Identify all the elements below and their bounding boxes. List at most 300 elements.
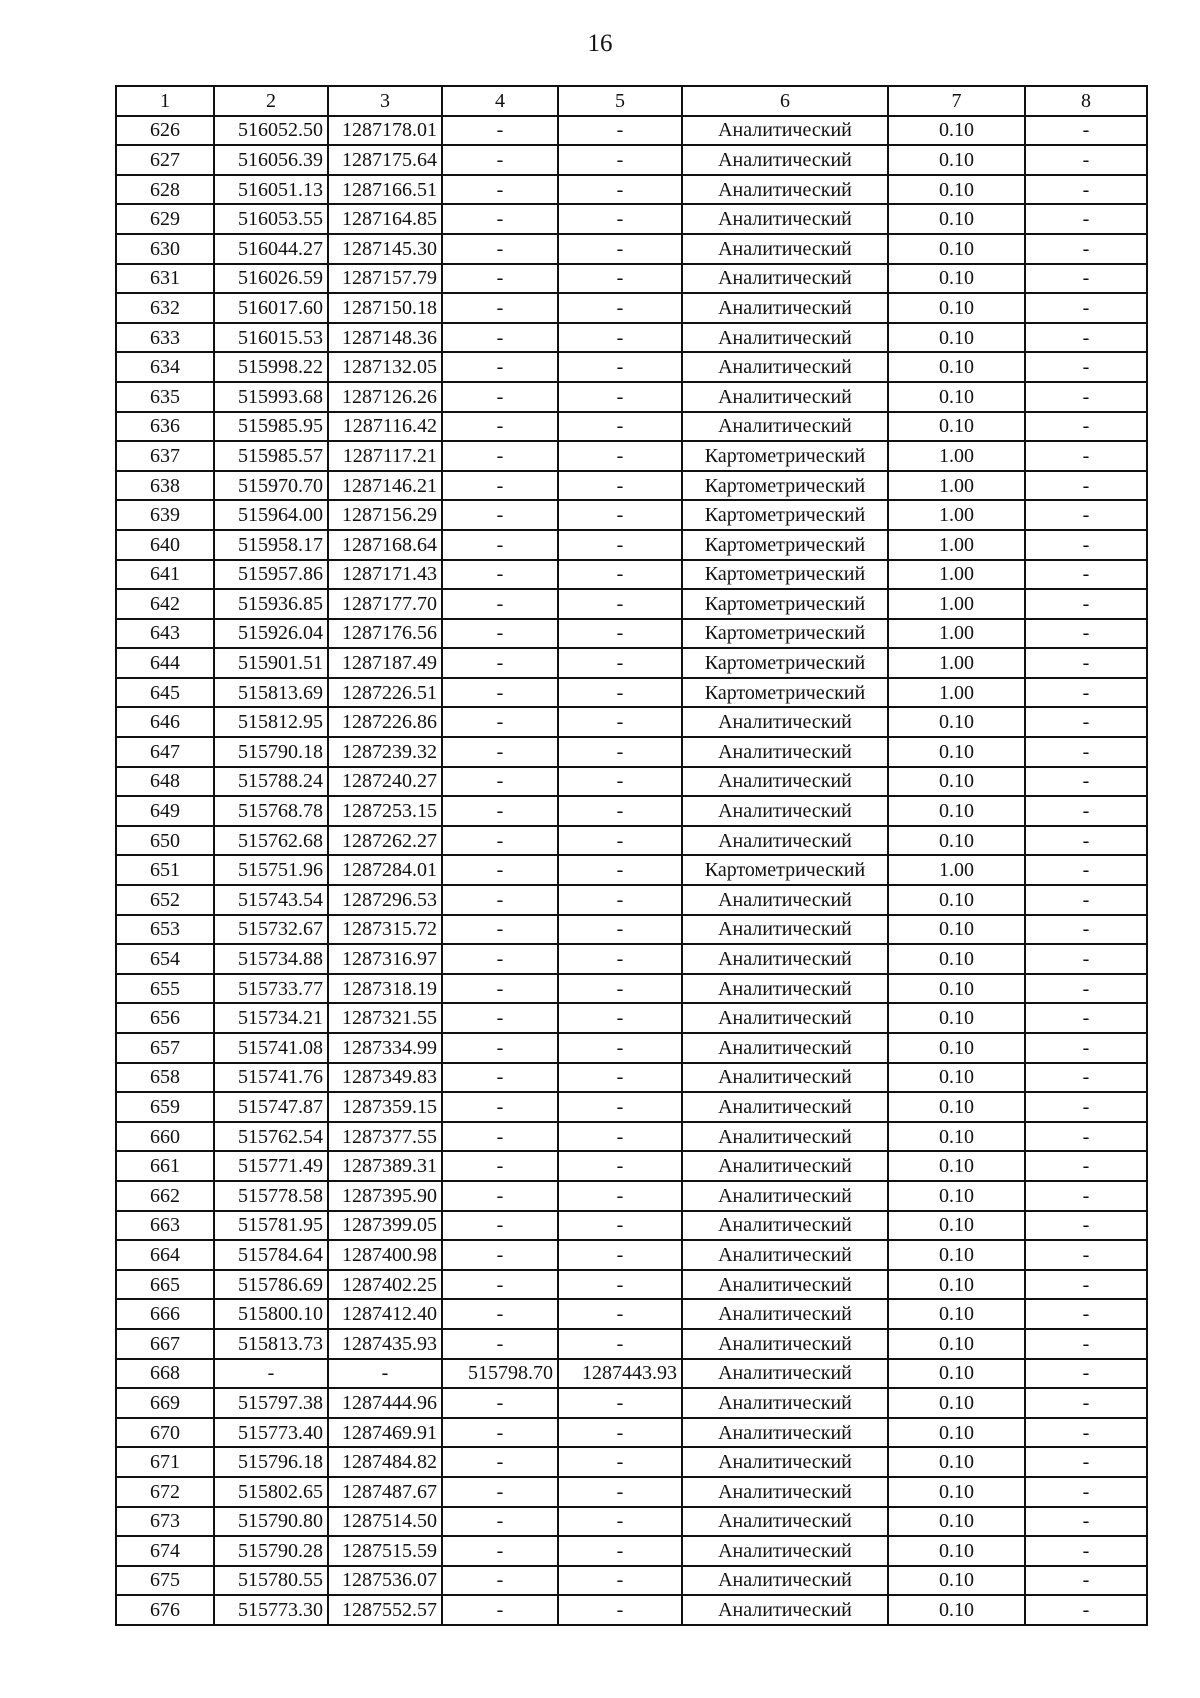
table-cell-col-7: 0.10: [888, 1151, 1025, 1181]
table-cell-col-5: -: [558, 500, 682, 530]
table-cell-col-3: 1287164.85: [328, 204, 442, 234]
table-cell-col-1: 633: [116, 323, 214, 353]
table-cell-col-4: -: [442, 1536, 558, 1566]
table-cell-col-8: -: [1025, 471, 1147, 501]
table-cell-col-4: -: [442, 382, 558, 412]
table-cell-col-8: -: [1025, 1033, 1147, 1063]
table-cell-col-4: -: [442, 1151, 558, 1181]
table-cell-col-8: -: [1025, 1092, 1147, 1122]
table-cell-col-4: -: [442, 560, 558, 590]
table-cell-col-4: -: [442, 145, 558, 175]
table-cell-col-6: Аналитический: [682, 1063, 888, 1093]
table-cell-col-4: -: [442, 293, 558, 323]
table-cell-col-6: Аналитический: [682, 1299, 888, 1329]
table-cell-col-1: 676: [116, 1595, 214, 1625]
table-cell-col-2: 516015.53: [214, 323, 328, 353]
table-cell-col-2: 515813.73: [214, 1329, 328, 1359]
table-cell-col-5: -: [558, 1388, 682, 1418]
table-cell-col-8: -: [1025, 1003, 1147, 1033]
table-cell-col-5: -: [558, 145, 682, 175]
table-cell-col-7: 0.10: [888, 885, 1025, 915]
table-row: [116, 915, 1147, 945]
table-cell-col-4: -: [442, 1122, 558, 1152]
table-cell-col-7: 0.10: [888, 1181, 1025, 1211]
table-cell-col-7: 0.10: [888, 352, 1025, 382]
table-cell-col-2: 515733.77: [214, 974, 328, 1004]
table-cell-col-7: 0.10: [888, 1122, 1025, 1152]
table-cell-col-3: 1287253.15: [328, 796, 442, 826]
table-cell-col-6: Аналитический: [682, 1211, 888, 1241]
table-cell-col-8: -: [1025, 1122, 1147, 1152]
table-cell-col-4: -: [442, 530, 558, 560]
table-cell-col-2: 515741.08: [214, 1033, 328, 1063]
table-cell-col-2: 516052.50: [214, 116, 328, 146]
table-cell-col-1: 674: [116, 1536, 214, 1566]
table-cell-col-1: 644: [116, 648, 214, 678]
table-cell-col-4: -: [442, 175, 558, 205]
table-cell-col-4: -: [442, 974, 558, 1004]
table-cell-col-3: 1287395.90: [328, 1181, 442, 1211]
table-cell-col-6: Аналитический: [682, 796, 888, 826]
table-cell-col-1: 639: [116, 500, 214, 530]
table-row: [116, 944, 1147, 974]
table-cell-col-8: -: [1025, 441, 1147, 471]
table-cell-col-6: Аналитический: [682, 737, 888, 767]
table-cell-col-1: 643: [116, 619, 214, 649]
table-cell-col-2: 515747.87: [214, 1092, 328, 1122]
table-cell-col-3: 1287145.30: [328, 234, 442, 264]
table-cell-col-3: 1287148.36: [328, 323, 442, 353]
table-row: [116, 648, 1147, 678]
table-cell-col-3: 1287515.59: [328, 1536, 442, 1566]
table-cell-col-7: 1.00: [888, 560, 1025, 590]
table-cell-col-4: -: [442, 500, 558, 530]
table-row: [116, 352, 1147, 382]
table-cell-col-7: 0.10: [888, 264, 1025, 294]
table-cell-col-3: 1287487.67: [328, 1477, 442, 1507]
table-cell-col-7: 0.10: [888, 1003, 1025, 1033]
table-row: [116, 707, 1147, 737]
table-cell-col-6: Аналитический: [682, 382, 888, 412]
table-cell-col-6: Аналитический: [682, 175, 888, 205]
table-cell-col-8: -: [1025, 500, 1147, 530]
table-cell-col-4: -: [442, 441, 558, 471]
table-cell-col-1: 634: [116, 352, 214, 382]
table-cell-col-8: -: [1025, 293, 1147, 323]
table-cell-col-7: 0.10: [888, 944, 1025, 974]
table-cell-col-5: -: [558, 767, 682, 797]
table-cell-col-5: -: [558, 1507, 682, 1537]
table-cell-col-5: -: [558, 471, 682, 501]
table-row: [116, 826, 1147, 856]
table-cell-col-7: 1.00: [888, 855, 1025, 885]
table-row: [116, 1211, 1147, 1241]
table-cell-col-1: 636: [116, 412, 214, 442]
table-cell-col-1: 661: [116, 1151, 214, 1181]
table-cell-col-6: Аналитический: [682, 264, 888, 294]
table-cell-col-4: -: [442, 1447, 558, 1477]
table-cell-col-5: -: [558, 1477, 682, 1507]
table-cell-col-1: 659: [116, 1092, 214, 1122]
table-cell-col-8: -: [1025, 1181, 1147, 1211]
table-cell-col-2: 515773.40: [214, 1418, 328, 1448]
table-cell-col-6: Аналитический: [682, 412, 888, 442]
table-cell-col-4: -: [442, 1329, 558, 1359]
table-cell-col-7: 0.10: [888, 1240, 1025, 1270]
table-cell-col-7: 0.10: [888, 145, 1025, 175]
table-cell-col-6: Аналитический: [682, 323, 888, 353]
table-cell-col-3: 1287226.51: [328, 678, 442, 708]
table-cell-col-4: -: [442, 471, 558, 501]
table-row: [116, 264, 1147, 294]
table-cell-col-8: -: [1025, 915, 1147, 945]
table-cell-col-2: 515998.22: [214, 352, 328, 382]
table-cell-col-7: 0.10: [888, 707, 1025, 737]
table-cell-col-2: 515734.21: [214, 1003, 328, 1033]
column-header-7: 7: [888, 86, 1025, 116]
table-cell-col-8: -: [1025, 560, 1147, 590]
table-cell-col-3: 1287240.27: [328, 767, 442, 797]
table-cell-col-4: -: [442, 1477, 558, 1507]
table-cell-col-8: -: [1025, 145, 1147, 175]
table-cell-col-8: -: [1025, 234, 1147, 264]
table-row: [116, 530, 1147, 560]
table-cell-col-2: 515901.51: [214, 648, 328, 678]
table-cell-col-1: 660: [116, 1122, 214, 1152]
table-cell-col-1: 640: [116, 530, 214, 560]
table-cell-col-1: 641: [116, 560, 214, 590]
table-cell-col-2: 515958.17: [214, 530, 328, 560]
table-cell-col-1: 663: [116, 1211, 214, 1241]
table-cell-col-1: 632: [116, 293, 214, 323]
table-row: [116, 116, 1147, 146]
table-cell-col-8: -: [1025, 826, 1147, 856]
table-cell-col-1: 628: [116, 175, 214, 205]
table-row: [116, 412, 1147, 442]
table-cell-col-1: 664: [116, 1240, 214, 1270]
table-cell-col-6: Аналитический: [682, 116, 888, 146]
table-cell-col-2: 515936.85: [214, 589, 328, 619]
table-cell-col-2: 516044.27: [214, 234, 328, 264]
table-row: [116, 1181, 1147, 1211]
table-row: [116, 767, 1147, 797]
table-cell-col-5: -: [558, 352, 682, 382]
table-cell-col-7: 0.10: [888, 1270, 1025, 1300]
table-row: [116, 678, 1147, 708]
table-cell-col-4: -: [442, 1033, 558, 1063]
table-cell-col-7: 0.10: [888, 1299, 1025, 1329]
table-cell-col-2: 515790.28: [214, 1536, 328, 1566]
table-cell-col-3: 1287284.01: [328, 855, 442, 885]
table-cell-col-5: -: [558, 293, 682, 323]
table-cell-col-1: 665: [116, 1270, 214, 1300]
table-cell-col-5: -: [558, 796, 682, 826]
table-cell-col-2: 515778.58: [214, 1181, 328, 1211]
table-cell-col-5: -: [558, 1566, 682, 1596]
table-cell-col-8: -: [1025, 678, 1147, 708]
table-cell-col-5: -: [558, 619, 682, 649]
table-cell-col-3: 1287412.40: [328, 1299, 442, 1329]
column-header-6: 6: [682, 86, 888, 116]
table-cell-col-2: 515964.00: [214, 500, 328, 530]
table-cell-col-1: 629: [116, 204, 214, 234]
table-cell-col-3: 1287132.05: [328, 352, 442, 382]
column-header-3: 3: [328, 86, 442, 116]
table-cell-col-3: 1287377.55: [328, 1122, 442, 1152]
table-cell-col-6: Аналитический: [682, 1388, 888, 1418]
table-cell-col-8: -: [1025, 707, 1147, 737]
table-cell-col-2: -: [214, 1359, 328, 1389]
table-row: [116, 1566, 1147, 1596]
table-row: [116, 1270, 1147, 1300]
table-cell-col-6: Картометрический: [682, 560, 888, 590]
table-cell-col-1: 662: [116, 1181, 214, 1211]
table-cell-col-4: -: [442, 855, 558, 885]
table-cell-col-4: -: [442, 204, 558, 234]
table-cell-col-7: 0.10: [888, 1595, 1025, 1625]
table-cell-col-6: Аналитический: [682, 1507, 888, 1537]
table-cell-col-3: 1287334.99: [328, 1033, 442, 1063]
table-cell-col-4: -: [442, 707, 558, 737]
table-cell-col-2: 515741.76: [214, 1063, 328, 1093]
table-cell-col-4: -: [442, 915, 558, 945]
table-cell-col-8: -: [1025, 204, 1147, 234]
table-cell-col-5: -: [558, 116, 682, 146]
table-cell-col-3: 1287321.55: [328, 1003, 442, 1033]
table-cell-col-5: -: [558, 1329, 682, 1359]
table-cell-col-7: 0.10: [888, 412, 1025, 442]
table-cell-col-8: -: [1025, 885, 1147, 915]
table-cell-col-4: -: [442, 1211, 558, 1241]
table-row: [116, 175, 1147, 205]
table-row: [116, 1595, 1147, 1625]
table-row: [116, 1151, 1147, 1181]
table-row: [116, 234, 1147, 264]
table-cell-col-8: -: [1025, 944, 1147, 974]
table-cell-col-6: Аналитический: [682, 1536, 888, 1566]
table-cell-col-7: 1.00: [888, 619, 1025, 649]
table-cell-col-4: -: [442, 1418, 558, 1448]
table-row: [116, 560, 1147, 590]
table-cell-col-3: 1287146.21: [328, 471, 442, 501]
table-cell-col-4: -: [442, 1566, 558, 1596]
table-cell-col-8: -: [1025, 1299, 1147, 1329]
table-cell-col-4: -: [442, 1299, 558, 1329]
table-cell-col-5: -: [558, 1240, 682, 1270]
table-cell-col-7: 0.10: [888, 204, 1025, 234]
table-cell-col-8: -: [1025, 116, 1147, 146]
table-cell-col-2: 515985.57: [214, 441, 328, 471]
table-cell-col-7: 0.10: [888, 1329, 1025, 1359]
table-row: [116, 471, 1147, 501]
table-cell-col-3: 1287116.42: [328, 412, 442, 442]
table-cell-col-4: -: [442, 352, 558, 382]
table-cell-col-6: Аналитический: [682, 1033, 888, 1063]
table-cell-col-7: 0.10: [888, 1211, 1025, 1241]
table-cell-col-6: Аналитический: [682, 1270, 888, 1300]
table-cell-col-3: 1287469.91: [328, 1418, 442, 1448]
table-cell-col-3: 1287156.29: [328, 500, 442, 530]
table-row: [116, 1359, 1147, 1389]
table-cell-col-5: -: [558, 1299, 682, 1329]
table-cell-col-6: Аналитический: [682, 1181, 888, 1211]
table-cell-col-4: -: [442, 796, 558, 826]
table-cell-col-7: 0.10: [888, 1359, 1025, 1389]
table-cell-col-5: -: [558, 1270, 682, 1300]
table-row: [116, 500, 1147, 530]
table-cell-col-4: -: [442, 589, 558, 619]
table-row: [116, 1240, 1147, 1270]
table-cell-col-1: 630: [116, 234, 214, 264]
table-cell-col-7: 1.00: [888, 441, 1025, 471]
table-cell-col-4: -: [442, 234, 558, 264]
table-cell-col-8: -: [1025, 619, 1147, 649]
table-cell-col-2: 515993.68: [214, 382, 328, 412]
table-cell-col-1: 627: [116, 145, 214, 175]
table-row: [116, 974, 1147, 1004]
table-cell-col-3: 1287117.21: [328, 441, 442, 471]
table-row: [116, 1447, 1147, 1477]
table-cell-col-5: -: [558, 648, 682, 678]
table-cell-col-8: -: [1025, 1359, 1147, 1389]
table-cell-col-4: -: [442, 412, 558, 442]
table-cell-col-2: 515781.95: [214, 1211, 328, 1241]
table-cell-col-7: 0.10: [888, 796, 1025, 826]
table-cell-col-4: 515798.70: [442, 1359, 558, 1389]
table-row: [116, 1063, 1147, 1093]
table-cell-col-7: 0.10: [888, 1566, 1025, 1596]
table-cell-col-1: 647: [116, 737, 214, 767]
table-row: [116, 323, 1147, 353]
column-header-1: 1: [116, 86, 214, 116]
table-cell-col-6: Аналитический: [682, 1329, 888, 1359]
table-cell-col-3: 1287226.86: [328, 707, 442, 737]
coordinates-table: [115, 85, 1148, 1626]
table-cell-col-6: Аналитический: [682, 352, 888, 382]
table-cell-col-7: 1.00: [888, 500, 1025, 530]
table-cell-col-4: -: [442, 323, 558, 353]
table-row: [116, 796, 1147, 826]
table-cell-col-4: -: [442, 264, 558, 294]
table-cell-col-6: Аналитический: [682, 1477, 888, 1507]
table-cell-col-4: -: [442, 767, 558, 797]
table-cell-col-5: -: [558, 1033, 682, 1063]
table-cell-col-7: 0.10: [888, 382, 1025, 412]
table-cell-col-3: 1287150.18: [328, 293, 442, 323]
table-cell-col-1: 656: [116, 1003, 214, 1033]
table-cell-col-8: -: [1025, 855, 1147, 885]
table-cell-col-7: 0.10: [888, 737, 1025, 767]
table-cell-col-8: -: [1025, 530, 1147, 560]
table-cell-col-5: -: [558, 826, 682, 856]
table-cell-col-6: Аналитический: [682, 234, 888, 264]
table-cell-col-1: 637: [116, 441, 214, 471]
table-cell-col-2: 515812.95: [214, 707, 328, 737]
table-cell-col-1: 631: [116, 264, 214, 294]
table-cell-col-2: 515957.86: [214, 560, 328, 590]
table-cell-col-1: 646: [116, 707, 214, 737]
table-cell-col-1: 672: [116, 1477, 214, 1507]
table-cell-col-3: 1287400.98: [328, 1240, 442, 1270]
table-cell-col-8: -: [1025, 767, 1147, 797]
table-row: [116, 1299, 1147, 1329]
table-cell-col-5: -: [558, 1211, 682, 1241]
table-cell-col-5: -: [558, 1595, 682, 1625]
table-cell-col-4: -: [442, 1003, 558, 1033]
table-cell-col-8: -: [1025, 1211, 1147, 1241]
table-cell-col-7: 0.10: [888, 1092, 1025, 1122]
table-cell-col-5: -: [558, 707, 682, 737]
table-cell-col-8: -: [1025, 1477, 1147, 1507]
table-cell-col-6: Картометрический: [682, 648, 888, 678]
table-row: [116, 1003, 1147, 1033]
table-cell-col-3: 1287239.32: [328, 737, 442, 767]
table-cell-col-1: 642: [116, 589, 214, 619]
table-cell-col-3: 1287359.15: [328, 1092, 442, 1122]
table-cell-col-7: 1.00: [888, 678, 1025, 708]
table-cell-col-3: 1287171.43: [328, 560, 442, 590]
column-header-4: 4: [442, 86, 558, 116]
table-cell-col-5: -: [558, 1447, 682, 1477]
table-cell-col-2: 515813.69: [214, 678, 328, 708]
table-cell-col-5: -: [558, 1003, 682, 1033]
table-cell-col-7: 0.10: [888, 1447, 1025, 1477]
table-cell-col-8: -: [1025, 1240, 1147, 1270]
column-header-2: 2: [214, 86, 328, 116]
table-cell-col-5: -: [558, 589, 682, 619]
table-cell-col-7: 0.10: [888, 293, 1025, 323]
table-cell-col-7: 0.10: [888, 1477, 1025, 1507]
table-cell-col-8: -: [1025, 264, 1147, 294]
table-cell-col-1: 648: [116, 767, 214, 797]
table-cell-col-8: -: [1025, 1536, 1147, 1566]
table-cell-col-6: Аналитический: [682, 767, 888, 797]
table-cell-col-8: -: [1025, 1270, 1147, 1300]
table-cell-col-5: -: [558, 855, 682, 885]
table-cell-col-5: -: [558, 323, 682, 353]
table-cell-col-6: Аналитический: [682, 1418, 888, 1448]
table-cell-col-7: 0.10: [888, 915, 1025, 945]
table-cell-col-5: -: [558, 204, 682, 234]
table-cell-col-1: 668: [116, 1359, 214, 1389]
table-cell-col-2: 516051.13: [214, 175, 328, 205]
table-cell-col-2: 515784.64: [214, 1240, 328, 1270]
table-cell-col-7: 0.10: [888, 1388, 1025, 1418]
table-cell-col-2: 516026.59: [214, 264, 328, 294]
table-cell-col-2: 515773.30: [214, 1595, 328, 1625]
table-cell-col-1: 658: [116, 1063, 214, 1093]
table-row: [116, 1388, 1147, 1418]
table-cell-col-6: Картометрический: [682, 619, 888, 649]
table-cell-col-1: 666: [116, 1299, 214, 1329]
table-row: [116, 1418, 1147, 1448]
table-cell-col-2: 515926.04: [214, 619, 328, 649]
table-cell-col-4: -: [442, 885, 558, 915]
table-cell-col-3: 1287435.93: [328, 1329, 442, 1359]
table-cell-col-7: 0.10: [888, 116, 1025, 146]
table-cell-col-7: 0.10: [888, 323, 1025, 353]
table-cell-col-5: -: [558, 175, 682, 205]
table-cell-col-6: Аналитический: [682, 1122, 888, 1152]
column-header-5: 5: [558, 86, 682, 116]
table-cell-col-5: -: [558, 264, 682, 294]
table-cell-col-3: 1287349.83: [328, 1063, 442, 1093]
table-cell-col-2: 516017.60: [214, 293, 328, 323]
table-cell-col-1: 650: [116, 826, 214, 856]
table-cell-col-3: 1287296.53: [328, 885, 442, 915]
table-cell-col-3: 1287402.25: [328, 1270, 442, 1300]
table-cell-col-3: 1287536.07: [328, 1566, 442, 1596]
